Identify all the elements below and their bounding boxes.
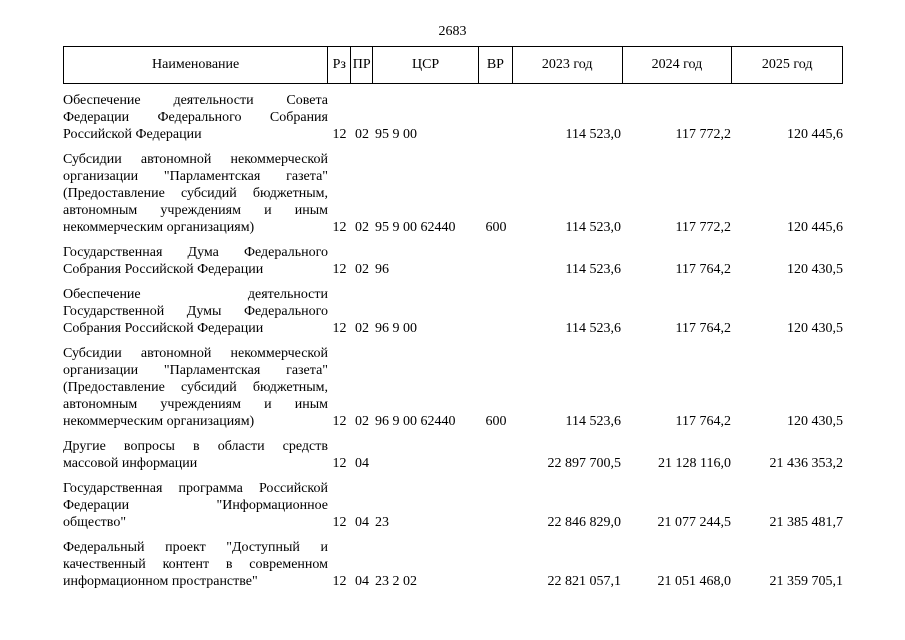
row-csr: 96 9 00: [375, 321, 417, 336]
row-csr: 95 9 00: [375, 127, 417, 142]
row-name-line: Обеспечение деятельности Совета: [63, 93, 328, 108]
row-name-line: (Предоставление субсидий бюджетным,: [63, 186, 328, 201]
row-2024: 21 128 116,0: [658, 456, 731, 471]
row-rz: 12: [332, 574, 347, 589]
row-2025: 120 445,6: [787, 220, 843, 235]
table-row: [63, 438, 843, 472]
row-rz: 12: [332, 262, 347, 277]
row-name-line: Обеспечение деятельности: [63, 287, 328, 302]
row-name: [63, 438, 328, 472]
row-name: [63, 151, 328, 236]
row-rz: 12: [332, 220, 347, 235]
row-name-line: Другие вопросы в области средств: [63, 439, 328, 454]
page-number: 2683: [438, 24, 467, 39]
row-name: [63, 345, 328, 430]
row-name-line: (Предоставление субсидий бюджетным,: [63, 380, 328, 395]
row-name-line: автономным учреждениям и иным: [63, 203, 328, 218]
row-pr: 02: [355, 321, 369, 336]
header-vr: ВР: [479, 47, 513, 83]
row-name-line: Федерации Федерального Собрания: [63, 110, 328, 125]
row-2023: 114 523,0: [565, 220, 621, 235]
row-pr: 04: [355, 515, 369, 530]
row-name-line: некоммерческим организациям): [63, 414, 255, 429]
row-2023: 22 821 057,1: [547, 574, 621, 589]
row-name: [63, 286, 328, 337]
row-2023: 114 523,0: [565, 127, 621, 142]
row-pr: 02: [355, 262, 369, 277]
row-2025: 21 359 705,1: [769, 574, 843, 589]
row-csr: 23: [375, 515, 389, 530]
header-2024: 2024 год: [623, 47, 733, 83]
header-2023: 2023 год: [513, 47, 623, 83]
row-pr: 04: [355, 456, 369, 471]
table-row: [63, 539, 843, 590]
row-2024: 21 051 468,0: [657, 574, 731, 589]
row-2024: 117 764,2: [675, 262, 731, 277]
header-csr: ЦСР: [373, 47, 479, 83]
table-header: [63, 46, 843, 84]
row-2025: 120 430,5: [787, 262, 843, 277]
row-csr: 96: [375, 262, 389, 277]
row-2024: 117 764,2: [675, 414, 731, 429]
row-2023: 22 897 700,5: [547, 456, 621, 471]
row-name-line: Собрания Российской Федерации: [63, 321, 264, 336]
row-name-line: Государственная Дума Федерального: [63, 245, 328, 260]
row-csr: 23 2 02: [375, 574, 417, 589]
header-name: Наименование: [64, 47, 328, 83]
row-pr: 02: [355, 220, 369, 235]
row-rz: 12: [332, 456, 347, 471]
row-2024: 117 772,2: [675, 220, 731, 235]
row-2024: 21 077 244,5: [657, 515, 731, 530]
row-2024: 117 764,2: [675, 321, 731, 336]
row-name-line: некоммерческим организациям): [63, 220, 255, 235]
table-body: [63, 92, 843, 598]
row-pr: 02: [355, 127, 369, 142]
row-rz: 12: [332, 414, 347, 429]
row-2025: 21 436 353,2: [769, 456, 843, 471]
row-name: [63, 92, 328, 143]
row-2025: 120 430,5: [787, 321, 843, 336]
row-2023: 114 523,6: [565, 414, 621, 429]
table-row: [63, 345, 843, 430]
row-csr: 96 9 00 62440: [375, 414, 456, 429]
header-2025: 2025 год: [761, 57, 813, 72]
row-name-line: Государственная программа Российской: [63, 481, 328, 496]
row-name-line: Субсидии автономной некоммерческой: [63, 346, 328, 361]
row-name-line: Федеральный проект "Доступный и: [63, 540, 328, 555]
table-row: [63, 92, 843, 143]
header-pr: ПР: [351, 47, 373, 83]
row-name-line: организации "Парламентская газета": [63, 363, 328, 378]
table-row: [63, 151, 843, 236]
row-name-line: массовой информации: [63, 456, 198, 471]
row-rz: 12: [332, 127, 347, 142]
row-name-line: Государственной Думы Федерального: [63, 304, 328, 319]
row-name-line: качественный контент в современном: [63, 557, 328, 572]
row-2025: 21 385 481,7: [769, 515, 843, 530]
row-name-line: Собрания Российской Федерации: [63, 262, 264, 277]
row-2024: 117 772,2: [675, 127, 731, 142]
row-name-line: Российской Федерации: [63, 127, 202, 142]
row-vr: 600: [485, 414, 507, 429]
row-pr: 04: [355, 574, 369, 589]
row-pr: 02: [355, 414, 369, 429]
row-2025: 120 445,6: [787, 127, 843, 142]
row-name-line: автономным учреждениям и иным: [63, 397, 328, 412]
row-name-line: организации "Парламентская газета": [63, 169, 328, 184]
row-name-line: Субсидии автономной некоммерческой: [63, 152, 328, 167]
row-2023: 114 523,6: [565, 321, 621, 336]
row-2025: 120 430,5: [787, 414, 843, 429]
row-rz: 12: [332, 515, 347, 530]
row-name: [63, 244, 328, 278]
row-name-line: информационном пространстве": [63, 574, 258, 589]
table-row: [63, 480, 843, 531]
header-rz: Рз: [328, 47, 351, 83]
row-name-line: общество": [63, 515, 127, 530]
row-name-line: Федерации "Информационное: [63, 498, 328, 513]
table-row: [63, 244, 843, 278]
row-csr: 95 9 00 62440: [375, 220, 456, 235]
table-row: [63, 286, 843, 337]
row-vr: 600: [485, 220, 507, 235]
row-2023: 114 523,6: [565, 262, 621, 277]
row-name: [63, 539, 328, 590]
row-rz: 12: [332, 321, 347, 336]
row-name: [63, 480, 328, 531]
row-2023: 22 846 829,0: [547, 515, 621, 530]
